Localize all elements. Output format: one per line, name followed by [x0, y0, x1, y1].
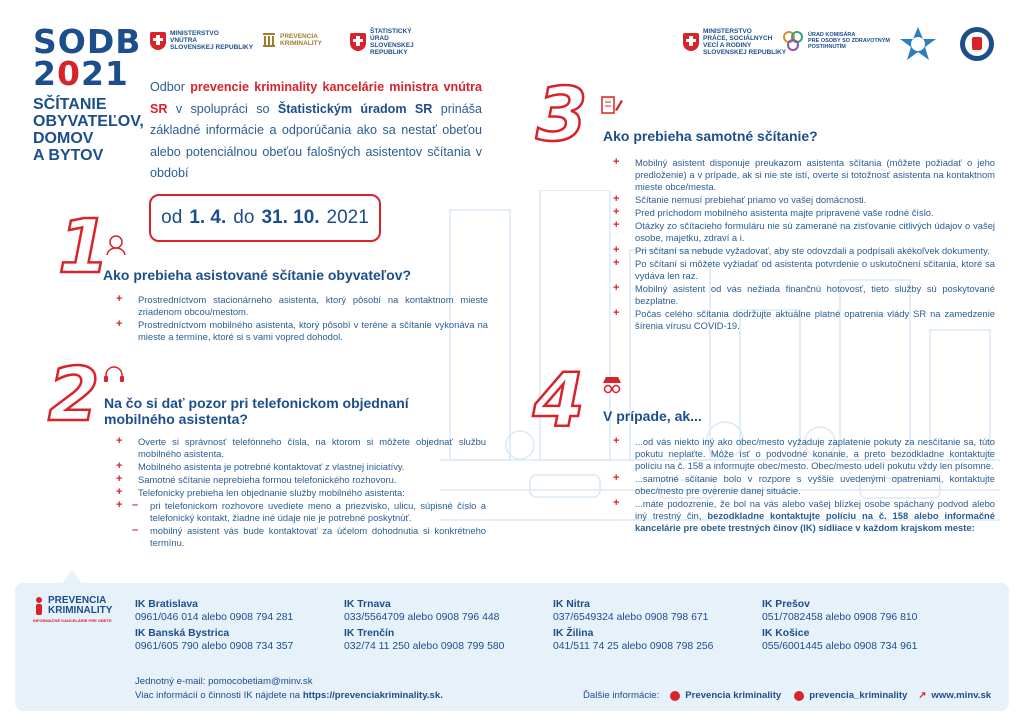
footer-prevencia-logo: PREVENCIA KRIMINALITY INFORMAČNÉ KANCELÁRIE PRE OBETE — [33, 595, 113, 623]
commissioner-disabilities-logo: ÚRAD KOMISÁRA PRE OSOBY SO ZDRAVOTNÝM POSTIHNUTÍM — [782, 30, 890, 52]
list-item: + Overte si správnosť telefónneho čísla, na ktorom si môžete objednať službu mobilného asistenta. — [108, 436, 486, 460]
slovak-crest-icon — [150, 32, 166, 50]
section-1-list — [108, 294, 488, 344]
sodb-logo-line2: 2021 — [33, 54, 129, 93]
list-item: + Pri sčítaní sa nebude vyžadovať, aby ste odovzdali a podpísali akékoľvek dokumenty. — [605, 245, 995, 257]
prevencia-kriminality-logo: PREVENCIA KRIMINALITY — [262, 32, 322, 48]
rings-icon — [782, 30, 804, 52]
section-4-number: 4 — [533, 358, 585, 444]
sodb-logo-title: SČÍTANIE OBYVATEĽOV, DOMOV A BYTOV — [33, 96, 144, 164]
form-pen-icon — [600, 94, 624, 116]
sub-list-item: – mobilný asistent vás bude kontaktovať za účelom dohodnutia si konkrétneho termínu. — [130, 525, 486, 549]
list-item: + Sčítanie nemusí prebiehať priamo vo vašej domácnosti. — [605, 194, 995, 206]
sodb-logo — [33, 22, 153, 164]
footer-social-links — [583, 690, 991, 701]
section-3-number: 3 — [536, 72, 588, 158]
section-4-heading: V prípade, ak... — [603, 408, 702, 424]
instagram-link[interactable]: prevencia_kriminality — [809, 690, 908, 701]
spy-icon — [600, 374, 624, 396]
section-1-number: 1 — [58, 204, 110, 290]
list-item: + Otázky zo sčítacieho formuláru nie sú zamerané na zisťovanie citlivých údajov o vašej osobe, majetku, zdraví a i. — [605, 220, 995, 244]
headset-icon — [102, 364, 126, 386]
list-item: + ...od vás niekto iný ako obec/mesto vyžaduje zaplatenie pokuty za nesčítanie sa, túto pokutu neplaťte. Môže ísť o podvodné konanie, a preto bezodkladne kontaktujte políciu na č. 158 a informujte obec/mesto. Obec/mesto udelí pokutu vždy len písomne. — [605, 436, 995, 472]
section-3-heading: Ako prebieha samotné sčítanie? — [603, 128, 818, 144]
website-link[interactable]: https://prevenciakriminality.sk. — [302, 690, 443, 701]
office-presov: IK Prešov 051/7082458 alebo 0908 796 810 — [762, 599, 918, 623]
list-item: + Samotné sčítanie neprebieha formou telefonického rozhovoru. — [108, 474, 486, 486]
list-item: + Prostredníctvom mobilného asistenta, ktorý pôsobí v teréne a sčítanie vykonáva na mieste a termíne, ktoré si s vami vopred dohodol. — [108, 319, 488, 343]
facebook-icon — [670, 691, 680, 701]
assistant-person-icon — [104, 234, 128, 256]
office-bratislava: IK Bratislava 0961/046 014 alebo 0908 794 281 — [135, 599, 294, 623]
list-item: + Mobilný asistent od vás nežiada finančnú hotovosť, tieto služby sú poskytované bezplatne. — [605, 283, 995, 307]
web-icon: ↗ — [918, 690, 927, 701]
footer-more-info-line: Viac informácií o činnosti IK nájdete na https://prevenciakriminality.sk. — [135, 690, 443, 701]
office-nitra: IK Nitra 037/6549324 alebo 0908 798 671 — [553, 599, 709, 623]
column-icon — [262, 32, 276, 48]
web-link[interactable]: www.minv.sk — [931, 690, 992, 701]
list-item: + ...samotné sčítanie bolo v rozpore s vyššie uvedenými opatreniami, kontaktujte obec/mesto pre overenie danej situácie. — [605, 473, 995, 497]
sodb-logo-line1: SODB — [33, 22, 142, 61]
facebook-link[interactable]: Prevencia kriminality — [685, 690, 782, 701]
section-2-number: 2 — [48, 352, 100, 438]
footer-pointer — [62, 570, 82, 584]
email-link[interactable]: pomocobetiam@minv.sk — [208, 676, 313, 687]
section-1-heading: Ako prebieha asistované sčítanie obyvateľov? — [103, 267, 412, 283]
office-trencin: IK Trenčín 032/74 11 250 alebo 0908 799 580 — [344, 628, 505, 652]
slovak-crest-icon — [350, 33, 366, 51]
office-trnava: IK Trnava 033/5564709 alebo 0908 796 448 — [344, 599, 500, 623]
section-2-heading: Na čo si dať pozor pri telefonickom objednaní mobilného asistenta? — [104, 395, 409, 427]
ministry-labour-logo: MINISTERSTVO PRÁCE, SOCIÁLNYCH VECÍ A RODINY SLOVENSKEJ REPUBLIKY — [683, 28, 786, 56]
office-zilina: IK Žilina 041/511 74 25 alebo 0908 798 256 — [553, 628, 714, 652]
list-item: + Pred príchodom mobilného asistenta majte pripravené vaše rodné číslo. — [605, 207, 995, 219]
office-kosice: IK Košice 055/6001445 alebo 0908 734 961 — [762, 628, 918, 652]
sub-list-item: – + pri telefonickom rozhovore uvediete meno a priezvisko, ulicu, súpisné číslo a telefonický kontakt, žiadne iné údaje nie je potrebné poskytnúť. — [130, 500, 486, 524]
police-emblem-icon — [958, 25, 996, 63]
list-item: + ...máte podozrenie, že bol na vás alebo vašej blízkej osobe spáchaný podvod alebo iný trestný čin, bezodkladne kontaktujte políciu na č. 158 alebo informačné kancelárie pre obete trestných činov (IK) sídliace v každom krajskom meste: — [605, 498, 995, 534]
period-date-box: od 1. 4. do 31. 10. 2021 — [149, 194, 381, 242]
list-item: + Po sčítaní si môžete vyžiadať od asistenta potvrdenie o uskutočnení sčítania, ktoré sa vydáva len raz. — [605, 258, 995, 282]
statistical-office-logo: ŠTATISTICKÝ ÚRAD SLOVENSKEJ REPUBLIKY — [350, 28, 414, 56]
ministry-interior-logo: MINISTERSTVO VNÚTRA SLOVENSKEJ REPUBLIKY — [150, 30, 253, 51]
section-4-list — [605, 436, 995, 535]
sub-list-container — [108, 500, 486, 549]
figure-icon — [33, 596, 45, 616]
police-star-icon — [898, 25, 938, 65]
list-item: + Mobilného asistenta je potrebné kontaktovať z vlastnej iniciatívy. — [108, 461, 486, 473]
list-item: + Telefonicky prebieha len objednanie služby mobilného asistenta: — [108, 487, 486, 499]
instagram-icon — [794, 691, 804, 701]
list-item: + Prostredníctvom stacionárneho asistenta, ktorý pôsobí na kontaktnom mieste zriadenom obcou/mestom. — [108, 294, 488, 318]
footer-email-line: Jednotný e-mail: pomocobetiam@minv.sk — [135, 676, 313, 687]
intro-paragraph: Odbor prevencie kriminality kancelárie ministra vnútra SR v spolupráci so Štatistickým úradom SR prináša základné informácie a odporúčania ako sa nestať obeťou alebo potenciálnou obeťou falošných asistentov sčítania v období — [150, 80, 483, 180]
slovak-crest-icon — [683, 33, 699, 51]
list-item: + Počas celého sčítania dodržujte aktuálne platné opatrenia vlády SR na zamedzenie šírenia vírusu COVID-19. — [605, 308, 995, 332]
section-3-list — [605, 157, 995, 333]
office-banska-bystrica: IK Banská Bystrica 0961/605 790 alebo 0908 734 357 — [135, 628, 294, 652]
section-2-list — [108, 436, 486, 550]
more-info-label: Ďalšie informácie: — [583, 690, 660, 701]
list-item: + Mobilný asistent disponuje preukazom asistenta sčítania (môžete požiadať o jeho predloženie) a v prípade, ak si nie ste istí, overte si totožnosť asistenta na kontaktnom mieste obce/mesta. — [605, 157, 995, 193]
